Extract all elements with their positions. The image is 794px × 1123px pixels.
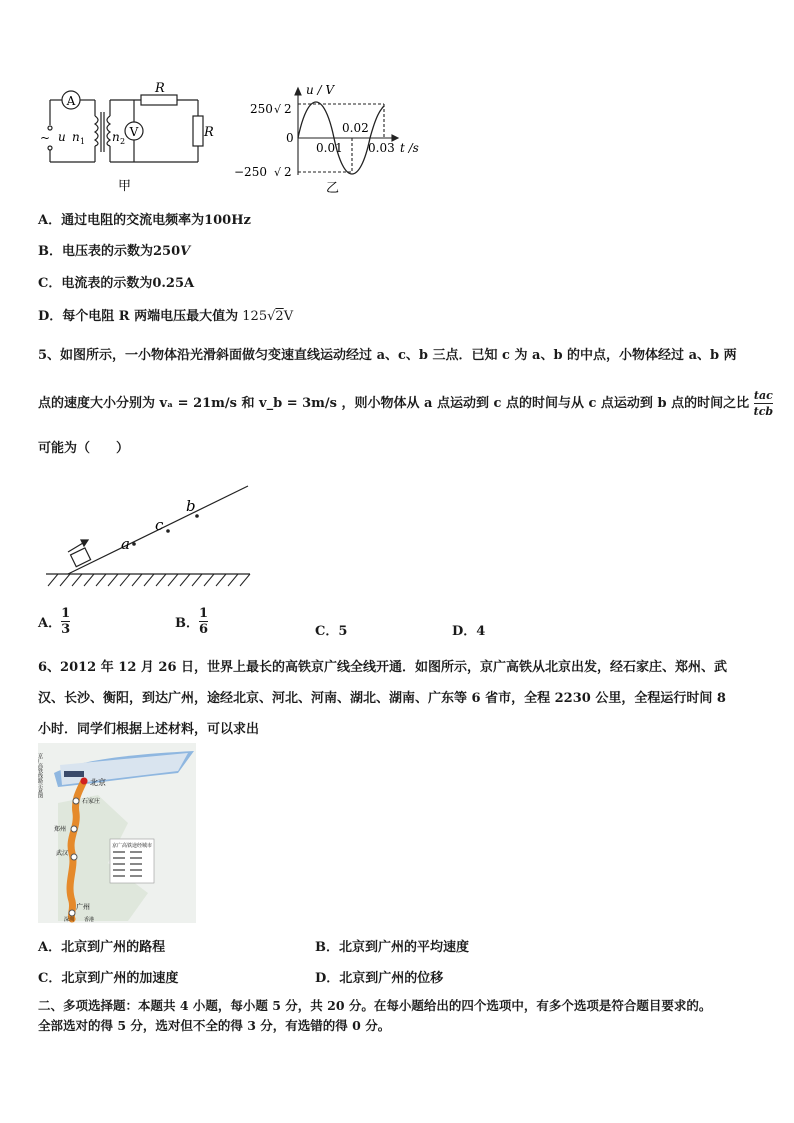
city-beijing: 北京 xyxy=(90,778,106,787)
city-shijiazhuang: 石家庄 xyxy=(82,798,101,805)
map-legend-title: 京广高铁途经城市 xyxy=(112,843,153,849)
map-side-title: 京广高铁线路示意图 xyxy=(37,753,43,798)
q5-option-a-fraction xyxy=(61,606,70,637)
q5-stem-line3: 可能为（ ） xyxy=(38,441,130,456)
waveform-y-axis-label: u / V xyxy=(306,83,335,97)
source-label: u xyxy=(58,130,66,144)
ymax-sqrt-value: 2 xyxy=(284,102,292,116)
q6-stem-line3: 小时．同学们根据上述材料，可以求出 xyxy=(38,722,260,737)
resistor-top xyxy=(141,95,177,105)
q4-option-d-sqrt-value: 2 xyxy=(275,309,284,324)
point-c xyxy=(166,529,170,533)
q5-option-b-fraction xyxy=(199,606,208,637)
n2-label: n xyxy=(112,130,120,144)
q5-option-a-denominator: 3 xyxy=(61,622,71,637)
q5-option-b xyxy=(175,606,208,637)
resistor-right xyxy=(193,116,203,146)
q5-option-a xyxy=(38,606,70,637)
q6-option-d: D．北京到广州的位移 xyxy=(315,971,444,986)
q5-option-d: D．4 xyxy=(452,624,486,639)
n1-subscript: 1 xyxy=(80,137,86,146)
q5-option-b-numerator: 1 xyxy=(199,606,209,621)
beijing-marker xyxy=(81,778,88,785)
q5-option-b-label: B． xyxy=(175,616,199,631)
point-a-label: a xyxy=(121,535,130,553)
q4-option-d-text: D．每个电阻 R 两端电压最大值为 xyxy=(38,309,239,324)
q6-option-c: C．北京到广州的加速度 xyxy=(38,971,179,986)
city-zhengzhou: 郑州 xyxy=(54,826,67,833)
q6-stem-line1: 6、2012 年 12 月 26 日，世界上最长的高铁京广线全线开通．如图所示，京广高铁从北京出发，经石家庄、郑州、武 xyxy=(38,660,728,675)
point-a xyxy=(132,542,136,546)
city-guangzhou: 广州 xyxy=(76,903,90,911)
guangzhou-marker xyxy=(69,910,75,916)
q5-option-b-denominator: 6 xyxy=(199,622,209,637)
t1-label: 0.01 xyxy=(316,141,343,155)
city-wuhan: 武汉 xyxy=(56,850,69,857)
n2-subscript: 2 xyxy=(120,137,126,146)
waveform-x-axis-label: t /s xyxy=(400,141,419,155)
city-shenzhen: 深圳 xyxy=(64,917,75,923)
shijiazhuang-marker xyxy=(73,798,79,804)
resistor-top-label: R xyxy=(155,81,165,96)
ac-source-symbol: ~ xyxy=(40,131,51,145)
q6-option-a: A．北京到广州的路程 xyxy=(38,940,166,955)
t2-label: 0.02 xyxy=(342,121,369,135)
q5-option-a-label: A． xyxy=(38,616,62,631)
ymin-label: −250 xyxy=(234,165,267,179)
q4-option-b-text: B．电压表的示数为250 xyxy=(38,244,181,259)
q5-ratio-denominator: tcb xyxy=(753,405,774,418)
section-2-heading-line2: 全部选对的得 5 分，选对但不全的得 3 分，有选错的得 0 分。 xyxy=(38,1018,391,1033)
n1-label: n xyxy=(72,130,80,144)
ymin-sqrt-sign: √ xyxy=(274,166,282,179)
q4-option-b xyxy=(38,240,190,259)
ymax-sqrt-sign: √ xyxy=(274,103,282,116)
q4-option-c: C．电流表的示数为0.25A xyxy=(38,276,195,291)
q4-option-d-sqrt-sign: √ xyxy=(267,309,276,324)
q5-ratio-numerator: tac xyxy=(753,389,773,402)
point-c-label: c xyxy=(155,516,164,534)
q5-ratio-fraction xyxy=(754,388,773,419)
waveform-caption: 乙 xyxy=(326,181,340,196)
city-hongkong: 香港 xyxy=(84,917,95,923)
q4-option-b-unit: V xyxy=(180,244,191,259)
point-b-label: b xyxy=(186,497,196,515)
q6-option-b: B．北京到广州的平均速度 xyxy=(315,940,469,955)
q5-option-a-numerator: 1 xyxy=(61,606,71,621)
railway-map-image xyxy=(38,743,196,923)
ymax-label: 250 xyxy=(250,102,273,116)
q5-option-c: C．5 xyxy=(315,624,348,639)
origin-label: 0 xyxy=(286,131,294,145)
incline-figure xyxy=(38,478,268,590)
section-2-heading-line1: 二、多项选择题：本题共 4 小题，每小题 5 分，共 20 分。在每小题给出的四个选项中，有多个选项是符合题目要求的。 xyxy=(38,998,712,1013)
q5-stem-line1: 5、如图所示，一小物体沿光滑斜面做匀变速直线运动经过 a、c、b 三点．已知 c 为 a、b 的中点，小物体经过 a、b 两 xyxy=(38,348,737,363)
q4-option-d xyxy=(38,305,293,324)
q5-stem-line2-text: 点的速度大小分别为 vₐ = 21m/s 和 v_b = 3m/s ，则小物体从 a 点运动到 c 点的时间与从 c 点运动到 b 点的时间之比 xyxy=(38,396,750,411)
q4-option-d-value: 125 xyxy=(242,309,268,324)
ammeter-label: A xyxy=(66,94,76,108)
ymin-sqrt-value: 2 xyxy=(284,165,292,179)
voltmeter-label: V xyxy=(129,125,139,139)
q4-option-a: A．通过电阻的交流电频率为100Hz xyxy=(38,213,251,228)
transformer-figure xyxy=(38,80,438,195)
q6-stem-line2: 汉、长沙、衡阳，到达广州，途经北京、河北、河南、湖北、湖南、广东等 6 省市，全程 2230 公里，全程运行时间 8 xyxy=(38,691,726,706)
circuit-caption: 甲 xyxy=(118,179,132,194)
zhengzhou-marker xyxy=(71,826,77,832)
resistor-right-label: R xyxy=(204,125,214,140)
point-b xyxy=(195,514,199,518)
q5-stem-line2 xyxy=(38,388,773,419)
wuhan-marker xyxy=(71,854,77,860)
q4-option-d-unit: V xyxy=(283,309,294,324)
t3-label: 0.03 xyxy=(368,141,395,155)
